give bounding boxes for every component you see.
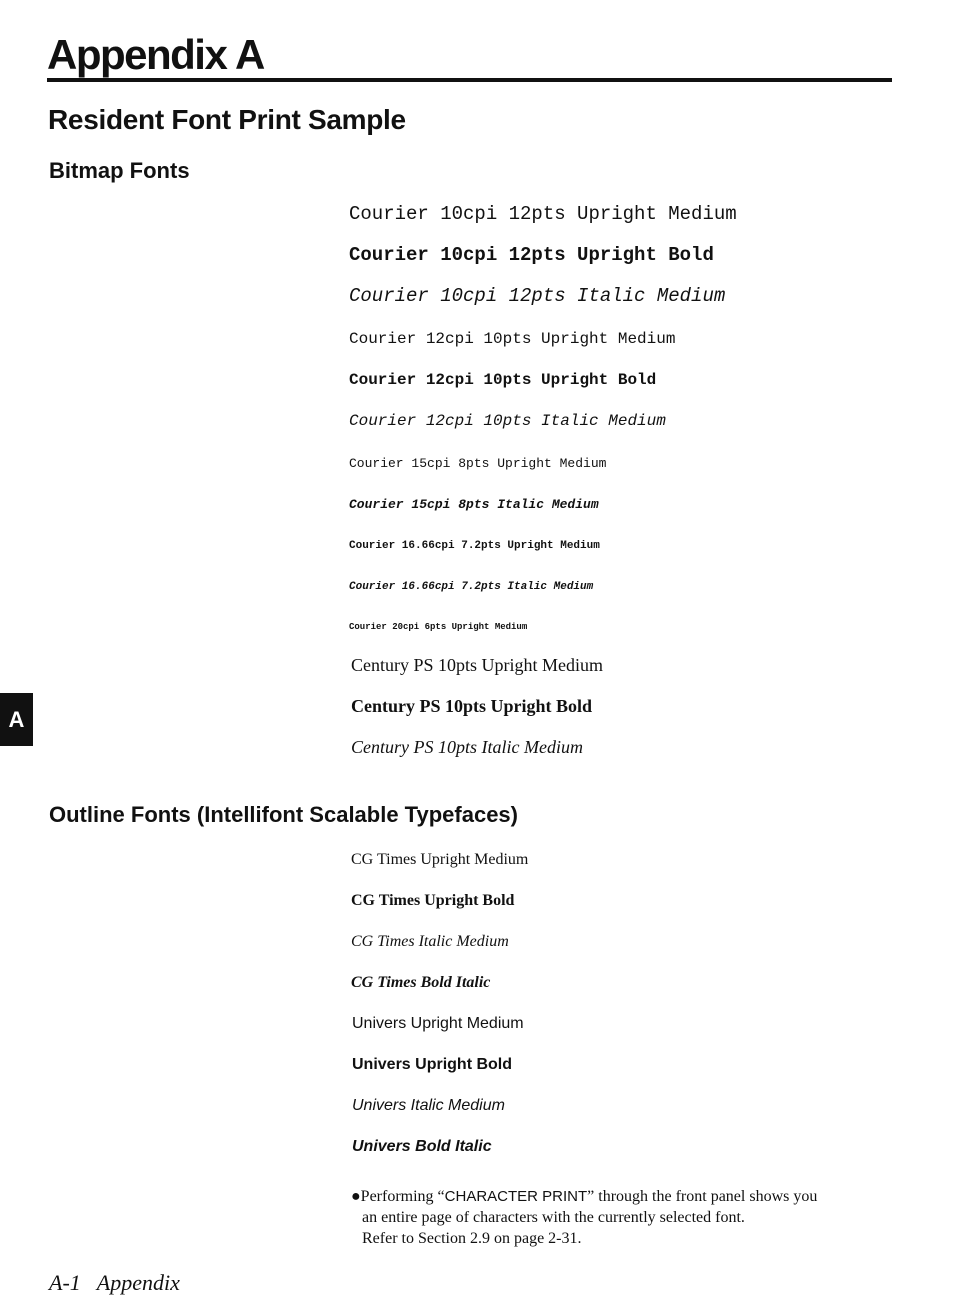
font-sample-courier-10cpi-italic: Courier 10cpi 12pts Italic Medium [349, 285, 726, 307]
font-sample-courier-10cpi-medium: Courier 10cpi 12pts Upright Medium [349, 203, 737, 225]
font-sample-courier-15cpi-medium: Courier 15cpi 8pts Upright Medium [349, 456, 607, 471]
font-sample-courier-10cpi-bold: Courier 10cpi 12pts Upright Bold [349, 244, 714, 266]
font-sample-century-medium: Century PS 10pts Upright Medium [351, 655, 604, 675]
chapter-rule [47, 78, 892, 82]
font-sample-univers-bold-italic: Univers Bold Italic [352, 1138, 492, 1155]
font-sample-courier-15cpi-italic: Courier 15cpi 8pts Italic Medium [349, 497, 599, 512]
bitmap-fonts-heading: Bitmap Fonts [49, 158, 190, 183]
font-sample-cg-times-bold-italic: CG Times Bold Italic [351, 974, 491, 991]
note-bullet: ● [351, 1188, 361, 1205]
appendix-tab-marker: A [0, 693, 33, 746]
font-sample-univers-medium: Univers Upright Medium [352, 1015, 524, 1032]
section-title: Resident Font Print Sample [48, 104, 406, 135]
font-sample-courier-12cpi-medium: Courier 12cpi 10pts Upright Medium [349, 330, 676, 348]
note-text-end: ” through the front panel shows you [587, 1188, 818, 1205]
footer-label: Appendix [96, 1270, 180, 1295]
font-sample-courier-16cpi-italic: Courier 16.66cpi 7.2pts Italic Medium [349, 581, 594, 593]
font-sample-century-bold: Century PS 10pts Upright Bold [351, 696, 593, 716]
font-sample-courier-12cpi-bold: Courier 12cpi 10pts Upright Bold [349, 371, 657, 389]
font-sample-univers-bold: Univers Upright Bold [352, 1056, 513, 1073]
font-sample-univers-italic: Univers Italic Medium [352, 1097, 505, 1114]
chapter-title: Appendix A [47, 31, 264, 78]
character-print-note-line2: an entire page of characters with the currently selected font. [362, 1209, 745, 1226]
character-print-note-line3: Refer to Section 2.9 on page 2-31. [362, 1230, 582, 1247]
font-sample-cg-times-medium: CG Times Upright Medium [351, 851, 529, 868]
character-print-note [351, 1186, 817, 1207]
font-sample-cg-times-italic: CG Times Italic Medium [351, 933, 509, 950]
page-number: A-1 [49, 1270, 81, 1295]
font-sample-cg-times-bold: CG Times Upright Bold [351, 892, 515, 909]
font-sample-courier-20cpi-medium: Courier 20cpi 6pts Upright Medium [349, 622, 528, 632]
font-sample-courier-16cpi-medium: Courier 16.66cpi 7.2pts Upright Medium [349, 540, 600, 552]
font-sample-century-italic: Century PS 10pts Italic Medium [351, 737, 583, 757]
page-footer [49, 1269, 180, 1297]
font-sample-courier-12cpi-italic: Courier 12cpi 10pts Italic Medium [349, 412, 666, 430]
note-text-start: Performing “ [360, 1188, 445, 1205]
note-command-name: CHARACTER PRINT [444, 1188, 588, 1205]
outline-fonts-heading: Outline Fonts (Intellifont Scalable Typefaces) [49, 802, 518, 827]
